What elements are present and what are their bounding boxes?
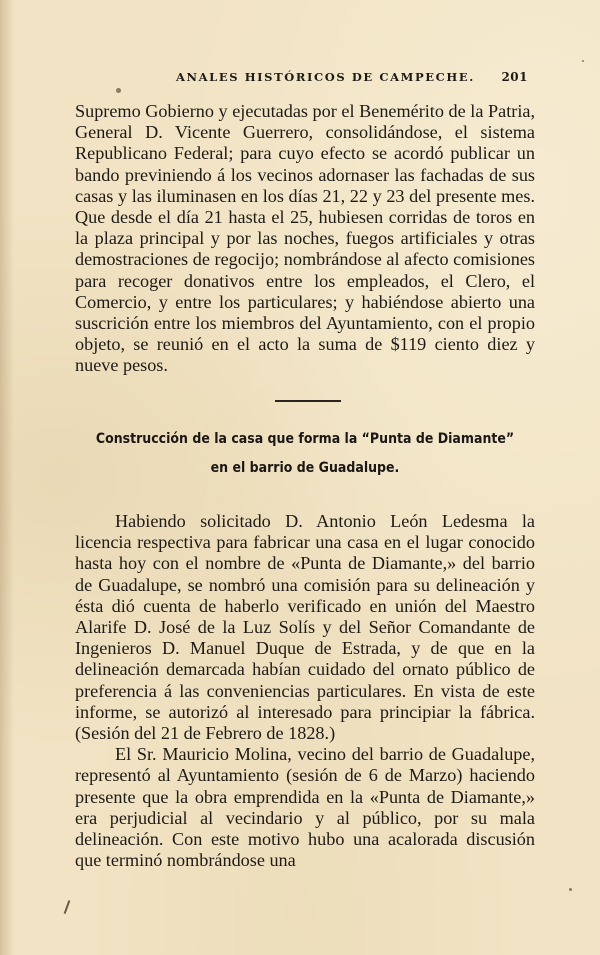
section-heading-line-1: Construcción de la casa que forma la “Punta de Diamante” bbox=[95, 430, 515, 447]
pencil-mark bbox=[64, 900, 70, 914]
body-paragraph: El Sr. Mauricio Molina, vecino del barrio de Guadalupe, representó al Ayuntamiento (sesión de 6 de Marzo) haciendo presente que la obra emprendida en la «Punta de Diamante,» era perjudicial al vecindario y al público, por su mala delineación. Con este motivo hubo una acalorada discusión que terminó nombrándose una bbox=[75, 744, 535, 871]
continued-paragraph: Supremo Gobierno y ejecutadas por el Benemérito de la Patria, General D. Vicente Guerrero, consolidándose, el sistema Republicano Federal; para cuyo efecto se acordó publicar un bando previniendo á los vecinos adornaser las fachadas de sus casas y las iluminasen en los días 21, 22 y 23 del presente mes. Que desde el día 21 hasta el 25, hubiesen corridas de toros en la plaza principal y por las noches, fuegos artificiales y otras demostraciones de regocijo; nombrándose al afecto comisiones para recoger donativos entre los empleados, el Clero, el Comercio, y entre los particulares; y habiéndose abierto una suscrición entre los miembros del Ayuntamiento, con el propio objeto, se reunió en el acto la suma de $119 ciento diez y nueve pesos. bbox=[75, 101, 535, 376]
running-header bbox=[176, 70, 528, 84]
section-body bbox=[75, 511, 535, 871]
page-edge-shadow bbox=[0, 0, 14, 955]
paper-speck bbox=[569, 888, 572, 891]
page-number: 201 bbox=[501, 70, 528, 84]
body-paragraph: Habiendo solicitado D. Antonio León Ledesma la licencia respectiva para fabricar una casa en el lugar conocido hasta hoy con el nombre de «Punta de Diamante,» del barrio de Guadalupe, se nombró una comisión para su delineación y ésta dió cuenta de haberlo verificado en unión del Maestro Alarife D. José de la Luz Solís y del Señor Comandante de Ingenieros D. Manuel Duque de Estrada, y de que en la delineación demarcada habían cuidado del ornato público de preferencia á las conveniencias particulares. En vista de este informe, se autorizó al interesado para principiar la fábrica. (Sesión del 21 de Febrero de 1828.) bbox=[75, 511, 535, 744]
paper-speck bbox=[582, 60, 584, 62]
section-heading-line-2: en el barrio de Guadalupe. bbox=[210, 459, 400, 476]
section-heading bbox=[94, 424, 515, 482]
running-title: ANALES HISTÓRICOS DE CAMPECHE. bbox=[176, 70, 475, 84]
section-divider bbox=[275, 400, 341, 402]
continued-paragraph-block bbox=[75, 101, 535, 377]
paper-speck bbox=[116, 88, 121, 93]
